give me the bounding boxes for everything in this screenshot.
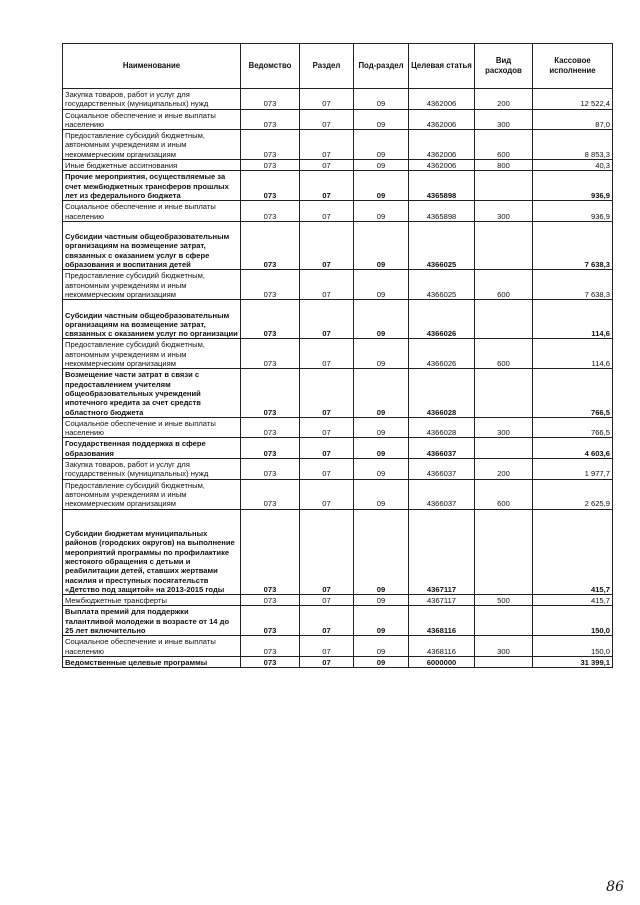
row-subsection: 09 [354, 636, 409, 657]
row-exptype: 600 [475, 339, 533, 369]
row-amount: 114,6 [533, 300, 613, 339]
row-target: 4366037 [409, 479, 475, 509]
row-amount: 114,6 [533, 339, 613, 369]
table-row [63, 636, 613, 657]
row-section: 07 [300, 438, 354, 459]
header-exptype: Вид расходов [475, 44, 533, 89]
row-exptype: 300 [475, 201, 533, 222]
row-section: 07 [300, 109, 354, 130]
table-row [63, 509, 613, 595]
row-dept: 073 [241, 509, 300, 595]
row-exptype: 200 [475, 89, 533, 110]
row-exptype [475, 171, 533, 201]
header-subsection: Под-раздел [354, 44, 409, 89]
row-exptype: 200 [475, 459, 533, 480]
row-section: 07 [300, 509, 354, 595]
row-exptype: 800 [475, 160, 533, 171]
table-row [63, 130, 613, 160]
row-subsection: 09 [354, 459, 409, 480]
row-dept: 073 [241, 438, 300, 459]
row-exptype [475, 300, 533, 339]
header-section: Раздел [300, 44, 354, 89]
row-target: 4362006 [409, 89, 475, 110]
row-section: 07 [300, 656, 354, 667]
row-name: Субсидии частным общеобразовательным организациям на возмещение затрат, связанных с оказанием услуг по организации [63, 300, 241, 339]
row-name: Ведомственные целевые программы [63, 656, 241, 667]
row-subsection: 09 [354, 606, 409, 636]
row-dept: 073 [241, 270, 300, 300]
row-name: Предоставление субсидий бюджетным, автономным учреждениям и иным некоммерческим организациям [63, 130, 241, 160]
table-row [63, 459, 613, 480]
row-subsection: 09 [354, 509, 409, 595]
row-amount: 150,0 [533, 606, 613, 636]
row-subsection: 09 [354, 479, 409, 509]
table-row [63, 300, 613, 339]
row-amount: 766,5 [533, 369, 613, 418]
row-name: Иные бюджетные ассигнования [63, 160, 241, 171]
row-target: 4368116 [409, 606, 475, 636]
table-row [63, 109, 613, 130]
row-target: 4366028 [409, 369, 475, 418]
row-name: Социальное обеспечение и иные выплаты населению [63, 636, 241, 657]
row-name: Межбюджетные трансферты [63, 595, 241, 606]
row-section: 07 [300, 221, 354, 270]
row-name: Социальное обеспечение и иные выплаты населению [63, 417, 241, 438]
row-dept: 073 [241, 160, 300, 171]
header-amount: Кассовое исполнение [533, 44, 613, 89]
row-subsection: 09 [354, 270, 409, 300]
row-dept: 073 [241, 130, 300, 160]
row-target: 4368116 [409, 636, 475, 657]
row-dept: 073 [241, 459, 300, 480]
table-row [63, 479, 613, 509]
row-amount: 150,0 [533, 636, 613, 657]
table-row [63, 270, 613, 300]
row-name: Социальное обеспечение и иные выплаты населению [63, 109, 241, 130]
row-amount: 1 977,7 [533, 459, 613, 480]
row-section: 07 [300, 171, 354, 201]
row-dept: 073 [241, 300, 300, 339]
row-subsection: 09 [354, 221, 409, 270]
table-row [63, 438, 613, 459]
row-target: 4367117 [409, 509, 475, 595]
row-subsection: 09 [354, 438, 409, 459]
row-target: 4365898 [409, 201, 475, 222]
row-section: 07 [300, 636, 354, 657]
row-exptype: 500 [475, 595, 533, 606]
table-row [63, 339, 613, 369]
table-row [63, 89, 613, 110]
row-name: Предоставление субсидий бюджетным, автономным учреждениям и иным некоммерческим организациям [63, 339, 241, 369]
row-dept: 073 [241, 417, 300, 438]
row-section: 07 [300, 160, 354, 171]
row-name: Возмещение части затрат в связи с предоставлением учителям общеобразовательных учреждений ипотечного кредита за счет средств областного бюджета [63, 369, 241, 418]
row-section: 07 [300, 130, 354, 160]
row-name: Предоставление субсидий бюджетным, автономным учреждениям и иным некоммерческим организациям [63, 479, 241, 509]
table-header-row [63, 44, 613, 89]
row-name: Закупка товаров, работ и услуг для государственных (муниципальных) нужд [63, 459, 241, 480]
row-target: 4366026 [409, 300, 475, 339]
row-section: 07 [300, 459, 354, 480]
row-amount: 7 638,3 [533, 221, 613, 270]
row-section: 07 [300, 417, 354, 438]
row-exptype: 300 [475, 636, 533, 657]
row-dept: 073 [241, 636, 300, 657]
row-name: Выплата премий для поддержки талантливой молодежи в возрасте от 14 до 25 лет включительно [63, 606, 241, 636]
row-amount: 936,9 [533, 171, 613, 201]
table-row [63, 417, 613, 438]
table-row [63, 656, 613, 667]
row-target: 4367117 [409, 595, 475, 606]
row-subsection: 09 [354, 130, 409, 160]
row-amount: 87,0 [533, 109, 613, 130]
row-dept: 073 [241, 221, 300, 270]
row-target: 4362006 [409, 109, 475, 130]
row-amount: 415,7 [533, 509, 613, 595]
row-exptype [475, 606, 533, 636]
row-target: 4365898 [409, 171, 475, 201]
row-exptype: 600 [475, 479, 533, 509]
header-dept: Ведомство [241, 44, 300, 89]
row-exptype: 600 [475, 130, 533, 160]
row-target: 4366025 [409, 270, 475, 300]
row-dept: 073 [241, 89, 300, 110]
row-subsection: 09 [354, 300, 409, 339]
row-dept: 073 [241, 595, 300, 606]
row-exptype [475, 656, 533, 667]
row-exptype [475, 221, 533, 270]
row-dept: 073 [241, 109, 300, 130]
row-subsection: 09 [354, 595, 409, 606]
row-subsection: 09 [354, 109, 409, 130]
row-section: 07 [300, 369, 354, 418]
row-exptype: 300 [475, 109, 533, 130]
row-dept: 073 [241, 369, 300, 418]
row-target: 4366028 [409, 417, 475, 438]
table-row [63, 221, 613, 270]
row-subsection: 09 [354, 339, 409, 369]
row-section: 07 [300, 270, 354, 300]
row-name: Государственная поддержка в сфере образования [63, 438, 241, 459]
header-name: Наименование [63, 44, 241, 89]
table-body [63, 89, 613, 668]
row-dept: 073 [241, 606, 300, 636]
row-amount: 415,7 [533, 595, 613, 606]
row-amount: 936,9 [533, 201, 613, 222]
row-dept: 073 [241, 656, 300, 667]
table-row [63, 606, 613, 636]
row-target: 4366037 [409, 459, 475, 480]
row-section: 07 [300, 339, 354, 369]
table-row [63, 595, 613, 606]
row-section: 07 [300, 595, 354, 606]
table-row [63, 369, 613, 418]
row-subsection: 09 [354, 369, 409, 418]
row-name: Субсидии частным общеобразовательным организациям на возмещение затрат, связанных с оказанием услуг в сфере образования и воспитания детей [63, 221, 241, 270]
row-subsection: 09 [354, 160, 409, 171]
row-dept: 073 [241, 171, 300, 201]
row-dept: 073 [241, 201, 300, 222]
row-amount: 766,5 [533, 417, 613, 438]
page-number: 86 [606, 879, 624, 895]
row-subsection: 09 [354, 417, 409, 438]
row-target: 4366037 [409, 438, 475, 459]
row-subsection: 09 [354, 171, 409, 201]
row-name: Прочие мероприятия, осуществляемые за счет межбюджетных трансферов прошлых лет из федерального бюджета [63, 171, 241, 201]
header-target: Целевая статья [409, 44, 475, 89]
row-exptype [475, 369, 533, 418]
row-target: 4362006 [409, 160, 475, 171]
table-row [63, 160, 613, 171]
row-section: 07 [300, 300, 354, 339]
row-subsection: 09 [354, 201, 409, 222]
row-target: 4362006 [409, 130, 475, 160]
row-exptype [475, 438, 533, 459]
row-amount: 4 603,6 [533, 438, 613, 459]
table-row [63, 171, 613, 201]
table-row [63, 201, 613, 222]
row-exptype: 300 [475, 417, 533, 438]
row-dept: 073 [241, 479, 300, 509]
row-name: Закупка товаров, работ и услуг для государственных (муниципальных) нужд [63, 89, 241, 110]
row-amount: 31 399,1 [533, 656, 613, 667]
row-target: 4366025 [409, 221, 475, 270]
row-name: Предоставление субсидий бюджетным, автономным учреждениям и иным некоммерческим организациям [63, 270, 241, 300]
row-exptype: 600 [475, 270, 533, 300]
row-section: 07 [300, 479, 354, 509]
row-subsection: 09 [354, 89, 409, 110]
row-subsection: 09 [354, 656, 409, 667]
row-amount: 12 522,4 [533, 89, 613, 110]
row-target: 6000000 [409, 656, 475, 667]
row-dept: 073 [241, 339, 300, 369]
row-section: 07 [300, 89, 354, 110]
budget-table [62, 43, 613, 668]
row-amount: 7 638,3 [533, 270, 613, 300]
row-name: Социальное обеспечение и иные выплаты населению [63, 201, 241, 222]
row-name: Субсидии бюджетам муниципальных районов (городских округов) на выполнение мероприятий программы по профилактике жестокого обращения с детьми и реабилитации детей, ставших жертвами насилия и преступных посягательств «Детство под защитой» на 2013-2015 годы [63, 509, 241, 595]
row-amount: 2 625,9 [533, 479, 613, 509]
row-section: 07 [300, 606, 354, 636]
row-target: 4366026 [409, 339, 475, 369]
row-amount: 8 853,3 [533, 130, 613, 160]
row-section: 07 [300, 201, 354, 222]
row-exptype [475, 509, 533, 595]
row-amount: 40,3 [533, 160, 613, 171]
